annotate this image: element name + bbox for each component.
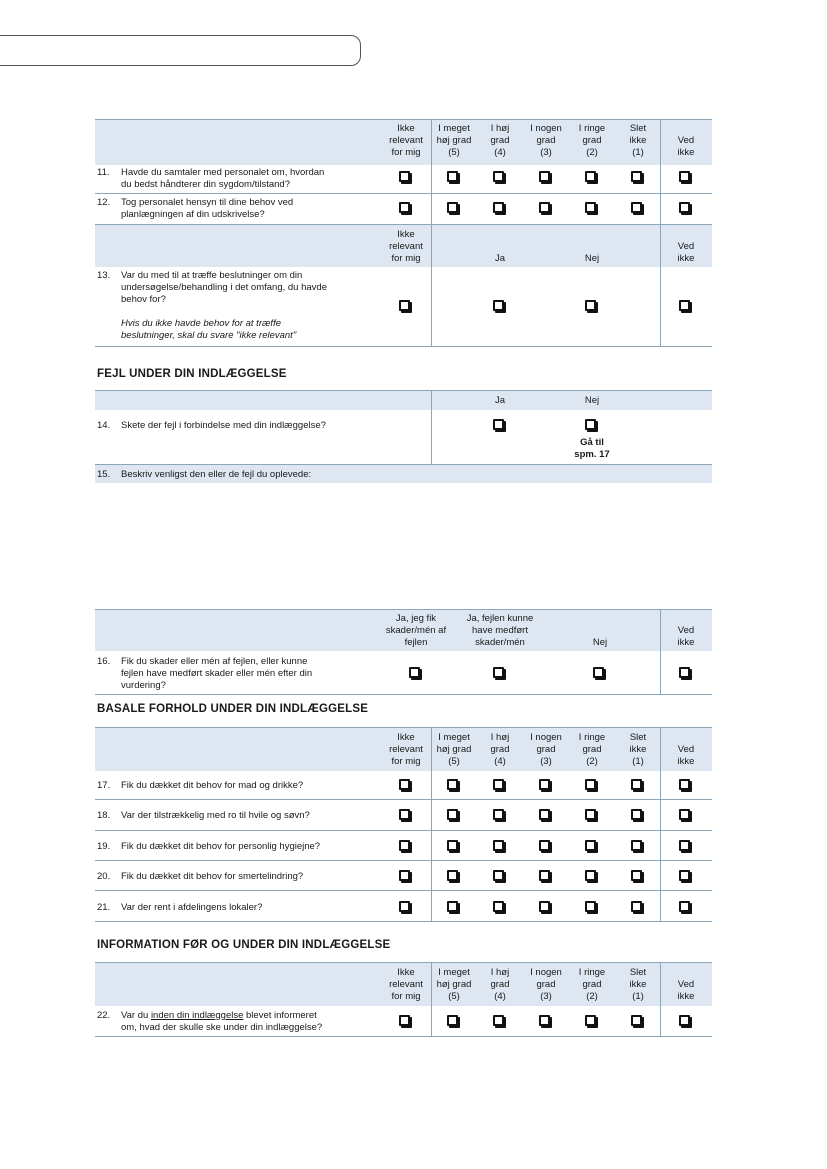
divider	[95, 224, 712, 225]
checkbox-q18-not-relevant[interactable]	[399, 809, 410, 820]
question-number: 15.	[97, 469, 111, 480]
column-divider	[431, 390, 432, 464]
divider	[95, 1036, 712, 1037]
skip-instruction: Gå til spm. 17	[574, 437, 610, 460]
header-not-relevant: Ikke relevant for mig	[389, 123, 423, 158]
checkbox-q20-dont-know[interactable]	[679, 870, 690, 881]
question-text: Var du med til at træffe beslutninger om din undersøgelse/behandling i det omfang, du havde behov for?	[121, 270, 327, 305]
header-dont-know: Ved ikke	[677, 979, 695, 1002]
checkbox-q22-2[interactable]	[585, 1015, 596, 1026]
header-dont-know: Ved ikke	[677, 744, 695, 767]
checkbox-q19-1[interactable]	[631, 840, 642, 851]
checkbox-q18-3[interactable]	[539, 809, 550, 820]
header-scale-3: I nogen grad (3)	[530, 123, 562, 158]
checkbox-q17-4[interactable]	[493, 779, 504, 790]
header-scale-1: Slet ikke (1)	[629, 732, 647, 767]
question-number: 17.	[97, 780, 111, 791]
checkbox-q19-dont-know[interactable]	[679, 840, 690, 851]
header-yes: Ja	[494, 395, 506, 406]
question-number: 22.	[97, 1010, 111, 1021]
checkbox-q11-2[interactable]	[585, 171, 596, 182]
checkbox-q17-3[interactable]	[539, 779, 550, 790]
header-not-relevant: Ikke relevant for mig	[389, 229, 423, 264]
page-tab-outline	[0, 35, 361, 66]
divider	[95, 727, 712, 728]
checkbox-q16-yes-harm[interactable]	[409, 667, 420, 678]
divider	[95, 346, 712, 347]
checkbox-q12-dont-know[interactable]	[679, 202, 690, 213]
question-number: 12.	[97, 197, 111, 208]
checkbox-q21-not-relevant[interactable]	[399, 901, 410, 912]
section-title-information: INFORMATION FØR OG UNDER DIN INDLÆGGELSE	[97, 939, 391, 951]
checkbox-q19-not-relevant[interactable]	[399, 840, 410, 851]
divider	[95, 390, 712, 391]
divider	[95, 860, 712, 861]
question-text: Var der tilstrækkelig med ro til hvile og søvn?	[121, 810, 310, 821]
checkbox-q20-4[interactable]	[493, 870, 504, 881]
checkbox-q19-5[interactable]	[447, 840, 458, 851]
checkbox-q17-2[interactable]	[585, 779, 596, 790]
checkbox-q11-1[interactable]	[631, 171, 642, 182]
checkbox-q14-no[interactable]	[585, 419, 596, 430]
checkbox-q21-3[interactable]	[539, 901, 550, 912]
checkbox-q20-2[interactable]	[585, 870, 596, 881]
question-number: 11.	[97, 167, 110, 178]
checkbox-q13-yes[interactable]	[493, 300, 504, 311]
checkbox-q11-dont-know[interactable]	[679, 171, 690, 182]
checkbox-q13-not-relevant[interactable]	[399, 300, 410, 311]
checkbox-q17-not-relevant[interactable]	[399, 779, 410, 790]
checkbox-q22-1[interactable]	[631, 1015, 642, 1026]
question-text: Fik du dækket dit behov for smertelindring?	[121, 871, 304, 882]
column-divider	[660, 609, 661, 694]
checkbox-q18-5[interactable]	[447, 809, 458, 820]
checkbox-q22-5[interactable]	[447, 1015, 458, 1026]
divider	[95, 694, 712, 695]
checkbox-q20-1[interactable]	[631, 870, 642, 881]
emphasis: inden din indlæggelse	[150, 1010, 244, 1021]
header-scale-5: I meget høj grad (5)	[436, 732, 472, 767]
divider	[95, 193, 712, 194]
question-number: 16.	[97, 656, 111, 667]
checkbox-q17-5[interactable]	[447, 779, 458, 790]
checkbox-q20-not-relevant[interactable]	[399, 870, 410, 881]
question-number: 19.	[97, 841, 111, 852]
header-no: Nej	[592, 637, 608, 648]
checkbox-q21-5[interactable]	[447, 901, 458, 912]
checkbox-q21-1[interactable]	[631, 901, 642, 912]
header-scale-4: I høj grad (4)	[490, 967, 510, 1002]
checkbox-q21-2[interactable]	[585, 901, 596, 912]
checkbox-q22-dont-know[interactable]	[679, 1015, 690, 1026]
question-text: Havde du samtaler med personalet om, hvordan du bedst håndterer din sygdom/tilstand?	[121, 167, 325, 190]
divider	[95, 962, 712, 963]
header-scale-5: I meget høj grad (5)	[436, 123, 472, 158]
header-scale-4: I høj grad (4)	[490, 123, 510, 158]
checkbox-q12-3[interactable]	[539, 202, 550, 213]
divider	[95, 609, 712, 610]
header-scale-2: I ringe grad (2)	[578, 123, 606, 158]
checkbox-q21-dont-know[interactable]	[679, 901, 690, 912]
header-yes-harm: Ja, jeg fik skader/mén af fejlen	[385, 613, 447, 648]
header-no: Nej	[584, 253, 600, 264]
checkbox-q16-no[interactable]	[593, 667, 604, 678]
header-scale-5: I meget høj grad (5)	[436, 967, 472, 1002]
checkbox-q13-dont-know[interactable]	[679, 300, 690, 311]
checkbox-q11-5[interactable]	[447, 171, 458, 182]
header-scale-1: Slet ikke (1)	[629, 123, 647, 158]
header-dont-know: Ved ikke	[677, 135, 695, 158]
checkbox-q12-5[interactable]	[447, 202, 458, 213]
checkbox-q18-2[interactable]	[585, 809, 596, 820]
checkbox-q17-dont-know[interactable]	[679, 779, 690, 790]
question-number: 18.	[97, 810, 111, 821]
header-dont-know: Ved ikke	[677, 625, 695, 648]
question-number: 14.	[97, 420, 111, 431]
question-text: Fik du dækket dit behov for mad og drikke?	[121, 780, 304, 791]
question-text: Tog personalet hensyn til dine behov ved planlægningen af din udskrivelse?	[121, 197, 294, 220]
checkbox-q13-no[interactable]	[585, 300, 596, 311]
question-text: Skete der fejl i forbindelse med din indlæggelse?	[121, 420, 326, 431]
checkbox-q19-3[interactable]	[539, 840, 550, 851]
checkbox-q18-1[interactable]	[631, 809, 642, 820]
question-text: Fik du skader eller mén af fejlen, eller kunne fejlen have medført skader eller mén efter din vurdering?	[121, 656, 313, 691]
header-dont-know: Ved ikke	[677, 241, 695, 264]
checkbox-q20-5[interactable]	[447, 870, 458, 881]
divider	[95, 799, 712, 800]
checkbox-q22-not-relevant[interactable]	[399, 1015, 410, 1026]
divider	[95, 119, 712, 120]
checkbox-q19-4[interactable]	[493, 840, 504, 851]
checkbox-q21-4[interactable]	[493, 901, 504, 912]
header-scale-2: I ringe grad (2)	[578, 732, 606, 767]
section-title-basic: BASALE FORHOLD UNDER DIN INDLÆGGELSE	[97, 703, 369, 715]
question-note: Hvis du ikke havde behov for at træffe beslutninger, skal du svare "ikke relevant"	[121, 318, 297, 341]
header-no: Nej	[584, 395, 600, 406]
question-number: 13.	[97, 270, 111, 281]
checkbox-q11-3[interactable]	[539, 171, 550, 182]
checkbox-q11-not-relevant[interactable]	[399, 171, 410, 182]
checkbox-q17-1[interactable]	[631, 779, 642, 790]
header-scale-2: I ringe grad (2)	[578, 967, 606, 1002]
header-scale-3: I nogen grad (3)	[530, 732, 562, 767]
question-text: Fik du dækket dit behov for personlig hygiejne?	[121, 841, 321, 852]
checkbox-q22-4[interactable]	[493, 1015, 504, 1026]
divider	[95, 830, 712, 831]
question-text: Var der rent i afdelingens lokaler?	[121, 902, 263, 913]
checkbox-q19-2[interactable]	[585, 840, 596, 851]
question-number: 20.	[97, 871, 111, 882]
question-text: Var du inden din indlæggelse blevet informeret om, hvad der skulle ske under din indlæggelse?	[121, 1010, 323, 1033]
header-yes: Ja	[494, 253, 506, 264]
checkbox-q12-2[interactable]	[585, 202, 596, 213]
header-scale-3: I nogen grad (3)	[530, 967, 562, 1002]
divider	[95, 890, 712, 891]
checkbox-q16-dont-know[interactable]	[679, 667, 690, 678]
free-text-answer-area[interactable]	[95, 483, 712, 608]
checkbox-q18-4[interactable]	[493, 809, 504, 820]
question-number: 21.	[97, 902, 111, 913]
header-scale-1: Slet ikke (1)	[629, 967, 647, 1002]
header-not-relevant: Ikke relevant for mig	[389, 967, 423, 1002]
section-title-errors: FEJL UNDER DIN INDLÆGGELSE	[97, 368, 287, 380]
checkbox-q12-1[interactable]	[631, 202, 642, 213]
checkbox-q22-3[interactable]	[539, 1015, 550, 1026]
checkbox-q11-4[interactable]	[493, 171, 504, 182]
checkbox-q14-yes[interactable]	[493, 419, 504, 430]
checkbox-q16-yes-could-harm[interactable]	[493, 667, 504, 678]
checkbox-q12-4[interactable]	[493, 202, 504, 213]
checkbox-q20-3[interactable]	[539, 870, 550, 881]
question-text: Beskriv venligst den eller de fejl du oplevede:	[121, 469, 312, 480]
header-not-relevant: Ikke relevant for mig	[389, 732, 423, 767]
checkbox-q12-not-relevant[interactable]	[399, 202, 410, 213]
header-scale-4: I høj grad (4)	[490, 732, 510, 767]
header-yes-could-harm: Ja, fejlen kunne have medført skader/mén	[466, 613, 534, 648]
divider	[95, 921, 712, 922]
checkbox-q18-dont-know[interactable]	[679, 809, 690, 820]
